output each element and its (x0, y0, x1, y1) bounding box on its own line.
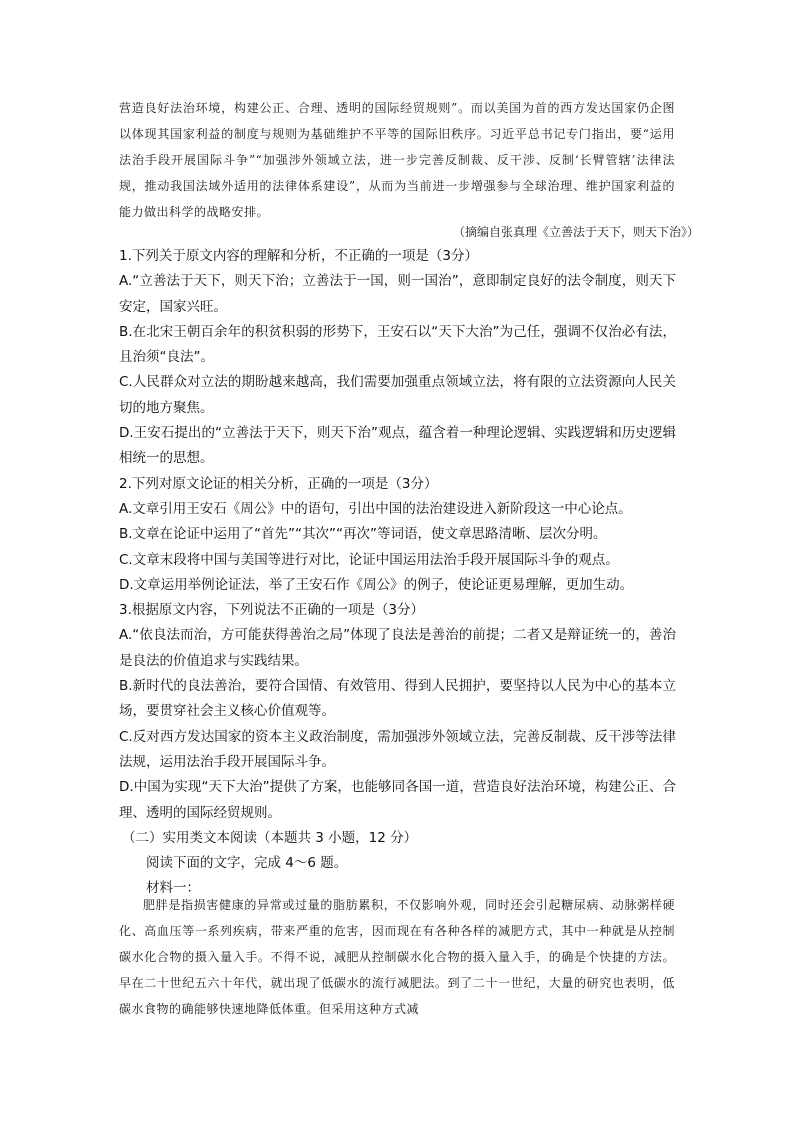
question-2-option-b: B.文章在论证中运用了“首先”“其次”“再次”等词语，使文章思路清晰、层次分明。 (119, 526, 607, 543)
question-1-option-c: C.人民群众对立法的期盼越来越高，我们需要加强重点领域立法，将有限的立法资源向人民关切的地方聚焦。 (119, 374, 676, 416)
passage-paragraph: 营造良好法治环境，构建公正、合理、透明的国际经贸规则”。而以美国为首的西方发达国家仍企图以体现其国家利益的制度与规则为基础维护不平等的国际旧秩序。习近平总书记专门指出，要“运用法治手段开展国际斗争”“加强涉外领域立法，进一步完善反制裁、反干涉、反制‘长臂管辖’法律法规，推动我国法域外适用的法律体系建设”，从而为当前进一步增强参与全球治理、维护国家利益的能力做出科学的战略安排。 (119, 101, 675, 219)
section-heading: （二）实用类文本阅读（本题共 3 小题，12 分） (122, 829, 418, 846)
question-3-stem: 3.根据原文内容，下列说法不正确的一项是（3分） (119, 602, 424, 619)
question-3-option-d: D.中国为实现“天下大治”提供了方案，也能够同各国一道，营造良好法治环境，构建公正、合理、透明的国际经贸规则。 (119, 779, 676, 821)
question-3-option-a: A.“依良法而治，方可能获得善治之局”体现了良法是善治的前提；二者又是辩证统一的，善治是良法的价值追求与实践结果。 (119, 627, 676, 669)
question-1-option-d: D.王安石提出的“立善法于天下，则天下治”观点，蕴含着一种理论逻辑、实践逻辑和历史逻辑相统一的思想。 (119, 425, 676, 467)
passage-text-block (119, 95, 675, 225)
question-3-option-c: C.反对西方发达国家的资本主义政治制度，需加强涉外领域立法，完善反制裁、反干涉等法律法规，运用法治手段开展国际斗争。 (119, 728, 676, 770)
question-2-stem: 2.下列对原文论证的相关分析，正确的一项是（3分） (119, 475, 438, 492)
questions-block (119, 244, 676, 902)
question-2-option-a: A.文章引用王安石《周公》中的语句，引出中国的法治建设进入新阶段这一中心论点。 (119, 500, 632, 517)
question-1-option-b: B.在北宋王朝百余年的积贫积弱的形势下，王安石以“天下大治”为己任，强调不仅治必有法，且治须“良法”。 (119, 323, 676, 366)
source-citation: （摘编自张真理《立善法于天下，则天下治》） (452, 225, 699, 239)
question-2-option-c: C.文章末段将中国与美国等进行对比，论证中国运用法治手段开展国际斗争的观点。 (119, 551, 619, 568)
reading-instruction: 阅读下面的文字，完成 4～6 题。 (146, 855, 348, 872)
material-text-block (119, 892, 675, 1022)
question-1-stem: 1.下列关于原文内容的理解和分析，不正确的一项是（3分） (119, 248, 478, 264)
material-paragraph: 肥胖是指损害健康的异常或过量的脂肪累积，不仅影响外观，同时还会引起糖尿病、动脉粥样硬化、高血压等一系列疾病，带来严重的危害，因而现在有各种各样的减肥方式，其中一种就是从控制碳水化合物的摄入量入手。不得不说，减肥从控制碳水化合物的摄入量入手，的确是个快捷的方法。早在二十世纪五六十年代，就出现了低碳水的流行减肥法。到了二十一世纪，大量的研究也表明，低碳水食物的确能够快速地降低体重。但采用这种方式减 (119, 898, 675, 1016)
question-1-option-a: A.“立善法于天下，则天下治；立善法于一国，则一国治”，意即制定良好的法令制度，则天下安定，国家兴旺。 (119, 273, 676, 315)
question-2-option-d: D.文章运用举例论证法，举了王安石作《周公》的例子，使论证更易理解，更加生动。 (119, 576, 634, 593)
question-3-option-b: B.新时代的良法善治，要符合国情、有效管用、得到人民拥护，要坚持以人民为中心的基本立场，要贯穿社会主义核心价值观等。 (119, 678, 676, 720)
material-label: 材料一： (146, 880, 200, 897)
